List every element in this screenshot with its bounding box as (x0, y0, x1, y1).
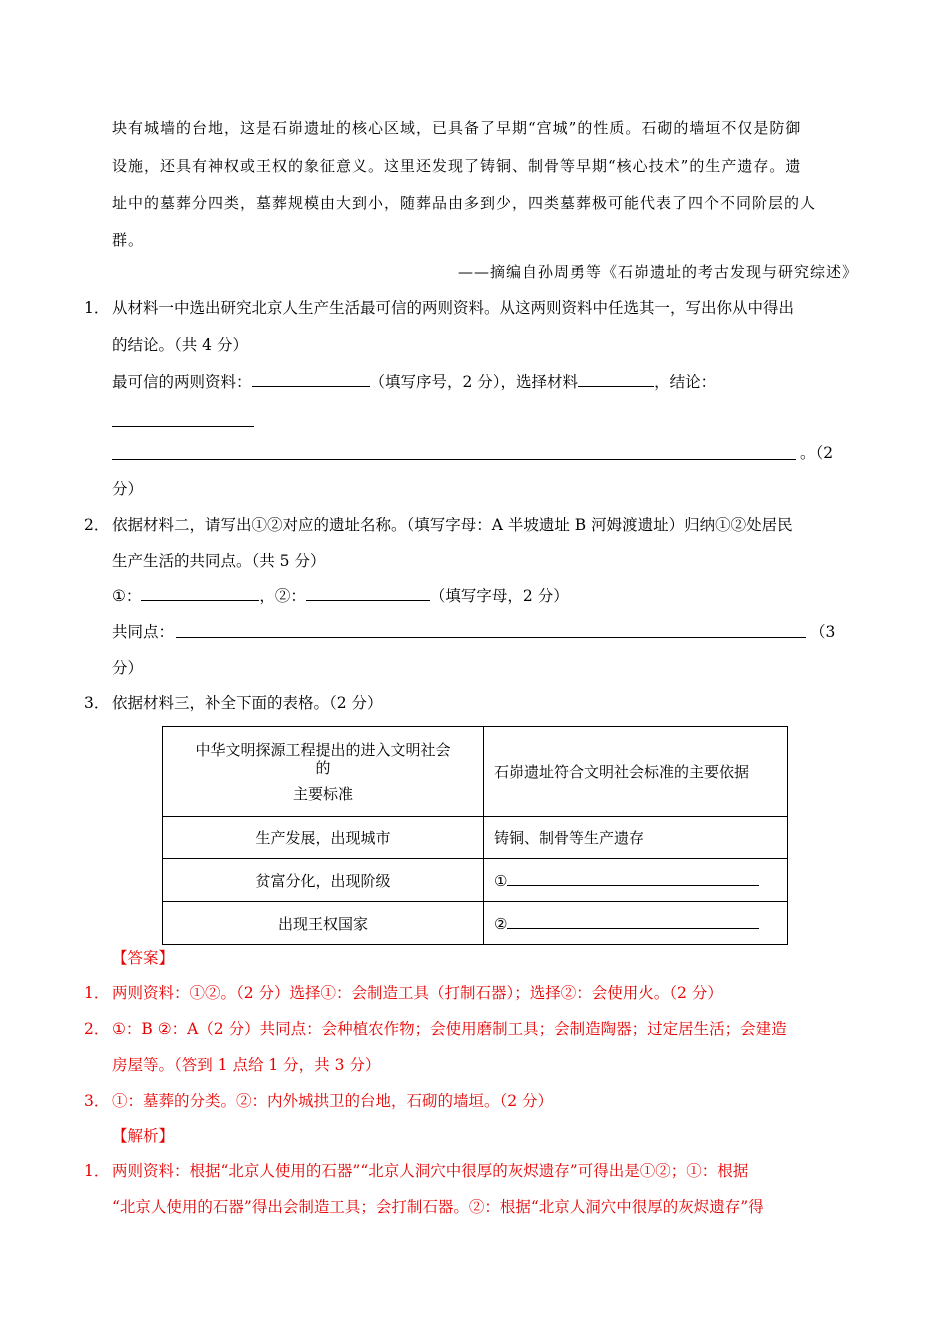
answer-2-number: 2． (84, 1020, 110, 1038)
q1-blank-materials[interactable] (252, 372, 370, 387)
table-cell-evidence (484, 902, 788, 945)
table-cell-standard: 贫富分化，出现阶级 (163, 859, 484, 902)
q1-blank-choice[interactable] (578, 372, 654, 387)
table-cell-evidence (484, 859, 788, 902)
header-left-line-1: 中华文明探源工程提出的进入文明社会 (195, 740, 451, 759)
table-row (163, 902, 788, 945)
q2-common-label: 共同点： (112, 623, 175, 641)
analysis-1-number: 1． (84, 1162, 110, 1180)
q1-blank-conclusion-1[interactable] (112, 426, 254, 427)
q2-fill-label-b: ，②： (259, 587, 306, 605)
q2-blank-1[interactable] (141, 586, 259, 601)
q2-blank-2[interactable] (306, 586, 430, 601)
passage-line-4: 群。 (112, 231, 145, 249)
answer-title: 【答案】 (112, 949, 175, 967)
q1-number: 1． (84, 299, 110, 317)
passage-line-3: 址中的墓葬分四类，墓葬规模由大到小，随葬品由多到少，四类墓葬极可能代表了四个不同阶层的人 (112, 194, 817, 212)
answer-3-number: 3． (84, 1092, 110, 1110)
q1-line-1: 从材料一中选出研究北京人生产生活最可信的两则资料。从这两则资料中任选其一，写出你从中得出 (112, 299, 795, 317)
passage-line-2: 设施，还具有神权或王权的象征意义。这里还发现了铸铜、制骨等早期“核心技术”的生产遗存。遗 (112, 157, 802, 175)
passage-source: ——摘编自孙周勇等《石峁遗址的考古发现与研究综述》 (457, 263, 858, 281)
table-row (163, 817, 788, 859)
q1-fill-label-b: （填写序号，2 分），选择材料 (369, 373, 579, 391)
answer-2-text: ①：B ②：A（2 分）共同点：会种植农作物；会使用磨制工具；会制造陶器；过定居生活；会建造 (112, 1020, 787, 1038)
blank-marker-2: ② (494, 914, 508, 933)
header-left-line-3: 主要标准 (292, 784, 353, 803)
table-header-row (163, 727, 788, 817)
header-left-line-2: 的 (315, 758, 331, 777)
q1-fill-label-a: 最可信的两则资料： (112, 373, 252, 391)
table-cell-standard: 出现王权国家 (163, 902, 484, 945)
q1-score-tail: 。（2 (800, 444, 834, 462)
q2-score-tail: （3 (810, 623, 836, 641)
analysis-title: 【解析】 (112, 1127, 175, 1145)
q1-fill-label-c: ，结论： (654, 373, 717, 391)
q2-fill-label-c: （填写字母，2 分） (429, 587, 569, 605)
table-header-right: 石峁遗址符合文明社会标准的主要依据 (484, 727, 788, 817)
table-cell-evidence: 铸铜、制骨等生产遗存 (484, 817, 788, 859)
q1-blank-conclusion-2[interactable] (112, 459, 796, 460)
q2-line-1: 依据材料二，请写出①②对应的遗址名称。（填写字母：A 半坡遗址 B 河姆渡遗址）归纳①②处居民 (112, 516, 793, 534)
table-blank-1[interactable] (507, 871, 759, 886)
passage-line-1: 块有城墙的台地，这是石峁遗址的核心区域，已具备了早期“宫城”的性质。石砌的墙垣不仅是防御 (112, 119, 802, 137)
answer-1-number: 1． (84, 984, 110, 1002)
q1-line-2: 的结论。（共 4 分） (112, 336, 248, 354)
answer-3-text: ①：墓葬的分类。②：内外城拱卫的台地，石砌的墙垣。（2 分） (112, 1092, 554, 1110)
q3-number: 3． (84, 694, 110, 712)
table-blank-2[interactable] (507, 914, 759, 929)
q2-fill-label-a: ①： (112, 587, 142, 605)
table-header-left (163, 727, 484, 817)
answer-1-text: 两则资料：①②。（2 分）选择①：会制造工具（打制石器）；选择②：会使用火。（2 分） (112, 984, 723, 1002)
q2-fill-row (112, 586, 569, 606)
q2-blank-common[interactable] (176, 637, 806, 638)
table-cell-standard: 生产发展，出现城市 (163, 817, 484, 859)
q3-line-1: 依据材料三，补全下面的表格。（2 分） (112, 694, 383, 712)
analysis-1-text: 两则资料：根据“北京人使用的石器”“北京人洞穴中很厚的灰烬遗存”可得出是①②；①：根据 (112, 1162, 749, 1180)
analysis-1-text-cont: “北京人使用的石器”得出会制造工具；会打制石器。②：根据“北京人洞穴中很厚的灰烬遗存”得 (112, 1198, 764, 1216)
q2-number: 2． (84, 516, 110, 534)
blank-marker-1: ① (494, 871, 508, 890)
q2-score-end: 分） (112, 659, 144, 677)
standards-table (162, 726, 788, 945)
q1-fill-row (112, 372, 716, 392)
q1-score-end: 分） (112, 480, 144, 498)
q2-line-2: 生产生活的共同点。（共 5 分） (112, 552, 326, 570)
table-row (163, 859, 788, 902)
answer-2-text-cont: 房屋等。（答到 1 点给 1 分，共 3 分） (112, 1056, 381, 1074)
